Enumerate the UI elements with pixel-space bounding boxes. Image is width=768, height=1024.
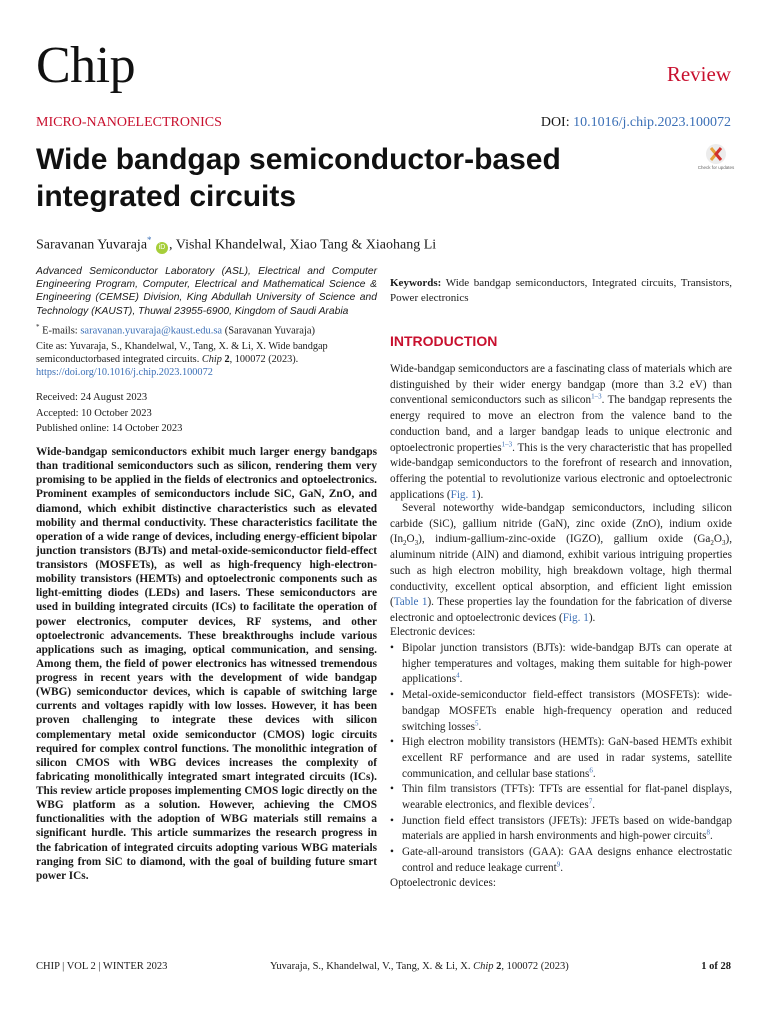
electronic-devices-label: Electronic devices: (390, 626, 476, 638)
device-list (390, 641, 732, 877)
bullet-end: . (709, 830, 713, 843)
p2-text-f: ). These properties lay the foundation for the fabrication of diverse electronic and optoelectronic devices ( (390, 596, 732, 624)
p2-text-c: ), indium-gallium-zinc-oxide (IGZO), gallium oxide (Ga (418, 533, 711, 546)
cite-volume: 2 (224, 354, 230, 366)
bullet-text: Junction field effect transistors (JFETs): JFETs based on wide-bandgap materials are applied in harsh environments and high-power circuits (402, 814, 732, 843)
bullet-ref[interactable]: 5 (475, 718, 479, 727)
intro-paragraph-2 (390, 501, 732, 627)
email-name: (Saravanan Yuvaraja) (224, 325, 315, 337)
cite-link[interactable]: https://doi.org/10.1016/j.chip.2023.100072 (36, 367, 213, 379)
bullet-ref[interactable]: 8 (706, 828, 710, 837)
p2-text-g: ). (588, 611, 596, 624)
footer-volume: 2 (496, 961, 502, 972)
p2-sub-4: 3 (721, 539, 726, 548)
bullet-text: Gate-all-around transistors (GAA): GAA designs enhance electrostatic control and reduce leakage current (402, 846, 732, 874)
footer-journal: Chip (473, 961, 494, 972)
bullet-ref[interactable]: 9 (556, 860, 561, 869)
keywords-label: Keywords: (390, 277, 442, 289)
list-item (390, 735, 732, 782)
cite-rest: , 100072 (2023). (229, 354, 299, 366)
list-item (390, 814, 732, 845)
email-link[interactable]: saravanan.yuvaraja@kaust.edu.sa (80, 325, 223, 337)
article-title: Wide bandgap semiconductor-based integrated circuits (36, 143, 561, 213)
intro-paragraph-1 (390, 362, 732, 503)
bullet-end: . (478, 720, 482, 733)
cite-journal: Chip (201, 354, 222, 366)
p2-sub-3: 2 (710, 539, 714, 548)
p1-text-a: Wide-bandgap semiconductors are a fascinating class of materials which are distinguished by their wider energy bandgap (more than 3.2 eV) than conventional semiconductors such as silicon (390, 363, 732, 407)
bullet-ref[interactable]: 7 (588, 797, 593, 806)
p2-sub-2: 3 (414, 539, 419, 548)
author-rest: , Vishal Khandelwal, Xiao Tang & Xiaohang Li (169, 237, 437, 253)
footer-authors: Yuvaraja, S., Khandelwal, V., Tang, X. & Li, X. (270, 961, 471, 972)
corresponding-mark: * (147, 235, 152, 245)
bullet-end: . (459, 673, 463, 686)
keywords (390, 276, 732, 305)
bullet-text: Bipolar junction transistors (BJTs): wide-bandgap BJTs can operate at higher temperatures and voltages, making them suitable for high-power applications (402, 642, 732, 686)
doi-link[interactable]: 10.1016/j.chip.2023.100072 (573, 115, 731, 130)
list-item (390, 641, 732, 688)
article-type: Review (666, 62, 731, 86)
list-item (390, 782, 732, 813)
received-date: Received: 24 August 2023 (36, 392, 148, 403)
p2-sub-1: 2 (403, 539, 407, 548)
p1-text-b: . The bandgap represents the energy required to move an electron from the valence band to the conduction band, and a larger bandgap leads to unique electronic and optoelectronic properties (390, 394, 732, 454)
doi-label: DOI: (540, 115, 570, 130)
bullet-text: Metal-oxide-semiconductor field-effect transistors (MOSFETs): wide-bandgap MOSFETs enable high-frequency operation and reduced switching losses (402, 689, 732, 733)
abstract: Wide-bandgap semiconductors exhibit much larger energy bandgaps than traditional semiconductors such as silicon, rendering them very promising to be applied in the fields of electronics and optoelectronics. Prominent examples of semiconductors include SiC, GaN, ZnO, and diamond, which exhibit distinctive characteristics such as elevated mobility and thermal conductivity. These characteristics facilitate the operation of a wide range of devices, including energy-efficient bipolar junction transistors (BJTs) and metal-oxide-semiconductor field-effect transistors (MOSFETs), as well as high-frequency high-electron-mobility transistors (HEMTs) and optoelectronic components such as light-emitting diodes (LEDs) and lasers. These semiconductors are used in building integrated circuits (ICs) to facilitate the operation of power electronics, computer devices, RF systems, and other optoelectronic advancements. These breakthroughs include various applications such as imaging, optical communication, and sensing. Among them, the field of power electronics has witnessed tremendous progress in recent years with the development of wide bandgap (WBG) semiconductor devices, which is capable of switching large currents and voltages rapidly with low losses. However, it has been proven challenging to integrate these devices with silicon complementary metal oxide semiconductor (CMOS) logic circuits required for complex control functions. The monolithic integration of silicon CMOS with WBG devices increases the complexity of fabricating monolithically integrated smart integrated circuits (ICs). This review article proposes implementing CMOS logic directly on the WBG platform as a solution. However, achieving the CMOS functionalities with the adoption of WBG materials still remains a significant hurdle. This article summarizes the research progress in the fabrication of integrated circuits adopting various WBG materials ranging from SiC to diamond, with the goal of building future smart power ICs. (36, 446, 377, 882)
table-1-link[interactable]: Table 1 (393, 596, 428, 609)
section-heading-introduction: INTRODUCTION (390, 333, 498, 349)
footer-journal-issue: CHIP | VOL 2 | WINTER 2023 (36, 961, 168, 972)
p2-text-b: O (406, 533, 415, 546)
section-label: MICRO-NANOELECTRONICS (36, 115, 222, 130)
keywords-text: Wide bandgap semiconductors, Integrated circuits, Transistors, Power electronics (390, 277, 732, 304)
author-list (36, 235, 436, 254)
fig-1-link-2[interactable]: Fig. 1 (562, 611, 589, 624)
page-number: 1 of 28 (701, 961, 731, 972)
journal-name: Chip (36, 37, 136, 94)
ref-1-3[interactable]: 1–3 (591, 392, 602, 401)
p1-text-c: . This is the very characteristic that has propelled wide-bandgap semiconductors to the forefront of research and innovation, offering the potential to revolutionize various electronic and optoelectronic applications ( (390, 441, 732, 501)
footer-citation (270, 961, 569, 972)
optoelectronic-devices-label: Optoelectronic devices: (390, 877, 496, 889)
doi (541, 115, 731, 131)
orcid-icon[interactable]: iD (156, 242, 168, 254)
check-updates-text: Check for updates (697, 165, 735, 170)
cite-text: Cite as: Yuvaraja, S., Khandelwal, V., Tang, X. & Li, X. Wide bandgap semiconductorbased integrated circuits. (36, 341, 328, 366)
email-label: E-mails: (42, 325, 78, 337)
cite-as (36, 340, 377, 380)
check-for-updates-icon[interactable] (697, 143, 735, 175)
bullet-end: . (592, 767, 596, 780)
accepted-date: Accepted: 10 October 2023 (36, 408, 152, 419)
ref-1-3-b[interactable]: 1–3 (501, 439, 513, 448)
email-mark: * (36, 323, 40, 331)
published-date: Published online: 14 October 2023 (36, 423, 183, 434)
list-item (390, 688, 732, 735)
bullet-ref[interactable]: 4 (456, 671, 460, 680)
author-first: Saravanan Yuvaraja (36, 237, 148, 253)
footer-rest: , 100072 (2023) (501, 961, 569, 972)
bullet-text: Thin film transistors (TFTs): TFTs are essential for flat-panel displays, wearable electronics, and flexible devices (402, 783, 732, 812)
bullet-end: . (560, 861, 563, 874)
affiliation: Advanced Semiconductor Laboratory (ASL), Electrical and Computer Engineering Program, Computer, Electrical and Mathematical Science & Engineering (CEMSE) Division, King Abdullah University of Science and Technology (KAUST), Thuwal 23955-6900, Kingdom of Saudi Arabia (36, 266, 377, 317)
bullet-text: High electron mobility transistors (HEMTs): GaN-based HEMTs exhibit excellent RF performance and are used in radar systems, satellite communication, and cellular base stations (402, 736, 732, 780)
bullet-ref[interactable]: 6 (589, 765, 593, 774)
email-line (36, 321, 377, 338)
p2-text-e: ), aluminum nitride (AlN) and diamond, exhibit various intriguing properties such as high electron mobility, high breakdown voltage, high thermal conductivity, excellent optical absorption, and efficient light emission ( (390, 533, 732, 609)
list-item (390, 845, 732, 876)
bullet-end: . (592, 799, 595, 812)
p1-text-d: ). (476, 488, 484, 501)
p2-text-a: Several noteworthy wide-bandgap semiconductors, including silicon carbide (SiC), gallium nitride (GaN), zinc oxide (ZnO), indium oxide (In (390, 502, 732, 546)
fig-1-link[interactable]: Fig. 1 (450, 488, 477, 501)
p2-text-d: O (713, 533, 722, 546)
